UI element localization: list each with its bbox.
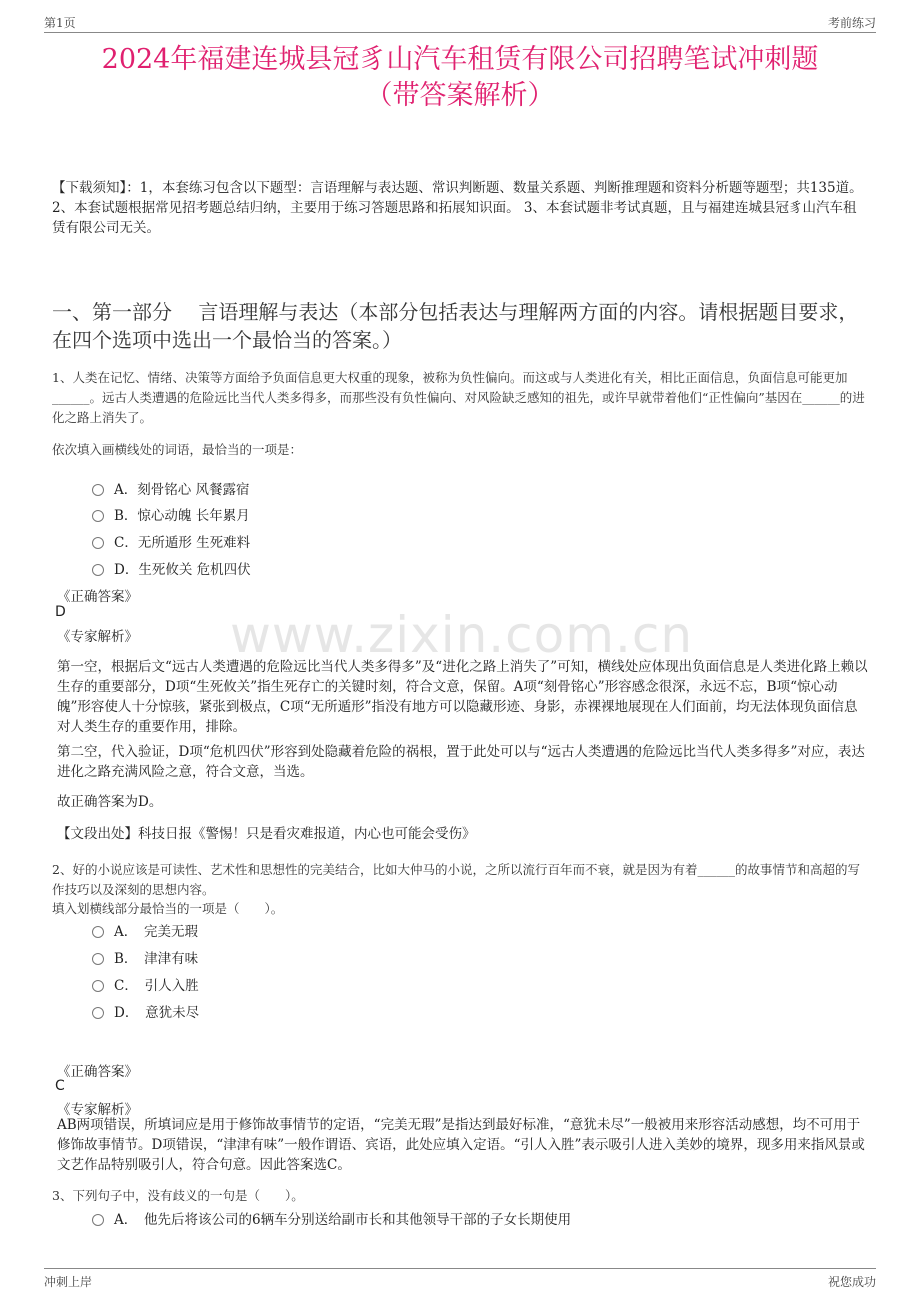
footer-left: 冲刺上岸 (44, 1275, 93, 1289)
question-3-stem: 3、下列句子中，没有歧义的一句是（ ）。 (52, 1188, 304, 1203)
radio-icon[interactable] (92, 980, 104, 992)
option-label: C． 引人入胜 (114, 978, 199, 994)
question-2-option-b[interactable] (92, 947, 198, 967)
question-1-instruction: 依次填入画横线处的词语，最恰当的一项是： (52, 442, 303, 457)
question-1-analysis-p2: 第二空，代入验证，D项“危机四伏”形容到处隐藏着危险的祸根，置于此处可以与“远古人类遭遇的危险远比当代人类多得多”对应，表达进化之路充满风险之意，符合文意，当选。 (57, 744, 865, 780)
footer-right: 祝您成功 (827, 1275, 876, 1289)
question-2-option-d[interactable] (92, 1001, 199, 1021)
question-1-option-b[interactable] (92, 504, 250, 524)
question-2-answer: C (55, 1078, 65, 1094)
option-label: C．无所遁形 生死难料 (114, 535, 251, 551)
question-2-analysis-label: 《专家解析》 (57, 1102, 138, 1118)
question-2-answer-label: 《正确答案》 (57, 1064, 138, 1080)
radio-icon[interactable] (92, 926, 104, 938)
question-1-option-d[interactable] (92, 558, 251, 578)
page-footer (44, 1268, 876, 1291)
page-number: 第1页 (44, 16, 76, 30)
radio-icon[interactable] (92, 953, 104, 965)
radio-icon[interactable] (92, 1214, 104, 1226)
radio-icon[interactable] (92, 484, 104, 496)
question-1-stem: 1、人类在记忆、情绪、决策等方面给予负面信息更大权重的现象，被称为负性偏向。而这或与人类进化有关，相比正面信息，负面信息可能更加______。远古人类遭遇的危险远比当代人类多得多，而那些没有负性偏向、对风险缺乏感知的祖先，或许早就带着他们“正性偏向”基因在______的进化之路上消失了。 (52, 370, 865, 425)
document-title (40, 42, 880, 114)
question-1-analysis-label: 《专家解析》 (57, 629, 138, 645)
page-header (44, 12, 876, 33)
question-2-stem: 2、好的小说应该是可读性、艺术性和思想性的完美结合，比如大仲马的小说，之所以流行百年而不衰，就是因为有着______的故事情节和高超的写作技巧以及深刻的思想内容。 (52, 862, 860, 897)
question-2-option-c[interactable] (92, 974, 199, 994)
question-2-instruction: 填入划横线部分最恰当的一项是（ ）。 (52, 901, 284, 916)
title-line-2: （带答案解析） (365, 80, 555, 111)
question-1-analysis-p3: 故正确答案为D。 (57, 794, 163, 810)
option-label: A． 完美无瑕 (114, 924, 198, 940)
question-1-answer: D (55, 604, 66, 620)
option-label: D． 意犹未尽 (114, 1005, 200, 1021)
option-label: B．惊心动魄 长年累月 (114, 508, 250, 524)
question-1-answer-label: 《正确答案》 (57, 589, 138, 605)
watermark: www.zixin.com.cn (230, 606, 694, 664)
question-1-option-c[interactable] (92, 531, 250, 551)
question-1-source: 【文段出处】科技日报《警惕！只是看灾难报道，内心也可能会受伤》 (57, 826, 476, 842)
section-heading: 一、第一部分 言语理解与表达（本部分包括表达与理解两方面的内容。请根据题目要求，在四个选项中选出一个最恰当的答案。） (52, 300, 859, 352)
radio-icon[interactable] (92, 537, 104, 549)
option-label: A．刻骨铭心 风餐露宿 (114, 482, 250, 498)
download-notice: 【下载须知】：1，本套练习包含以下题型：言语理解与表达题、常识判断题、数量关系题、判断推理题和资料分析题等题型；共135道。 2、本套试题根据常见招考题总结归纳，主要用于练习答题思路和拓展知识面。 3、本套试题非考试真题，且与福建连城县冠豸山汽车租赁有限公司无关。 (52, 180, 863, 236)
radio-icon[interactable] (92, 1007, 104, 1019)
question-3-option-a[interactable] (92, 1208, 571, 1228)
question-2-analysis: AB两项错误，所填词应是用于修饰故事情节的定语，“完美无瑕”是指达到最好标准，“意犹未尽”一般被用来形容活动感想，均不可用于修饰故事情节。D项错误，“津津有味”一般作谓语、宾语，此处应填入定语。“引人入胜”表示吸引人进入美妙的境界，现多用来指风景或文艺作品特别吸引人，符合句意。因此答案选C。 (57, 1117, 865, 1173)
radio-icon[interactable] (92, 564, 104, 576)
option-label: A． 他先后将该公司的6辆车分别送给副市长和其他领导干部的子女长期使用 (114, 1212, 572, 1228)
question-1-analysis-p1: 第一空，根据后文“远古人类遭遇的危险远比当代人类多得多”及“进化之路上消失了”可知，横线处应体现出负面信息是人类进化路上赖以生存的重要部分，D项“生死攸关”指生死存亡的关键时刻，符合文意，保留。A项“刻骨铭心”形容感念很深，永远不忘，B项“惊心动魄”形容使人十分惊骇，紧张到极点，C项“无所遁形”指没有地方可以隐藏形迹、身影，赤裸裸地展现在人们面前，均无法体现负面信息对人类生存的重要作用，排除。 (57, 659, 868, 735)
option-label: B． 津津有味 (114, 951, 199, 967)
question-1-option-a[interactable] (92, 478, 250, 498)
header-tag: 考前练习 (827, 16, 876, 30)
radio-icon[interactable] (92, 510, 104, 522)
option-label: D．生死攸关 危机四伏 (114, 562, 251, 578)
title-line-1: 2024年福建连城县冠豸山汽车租赁有限公司招聘笔试冲刺题 (101, 44, 819, 75)
question-2-option-a[interactable] (92, 920, 198, 940)
